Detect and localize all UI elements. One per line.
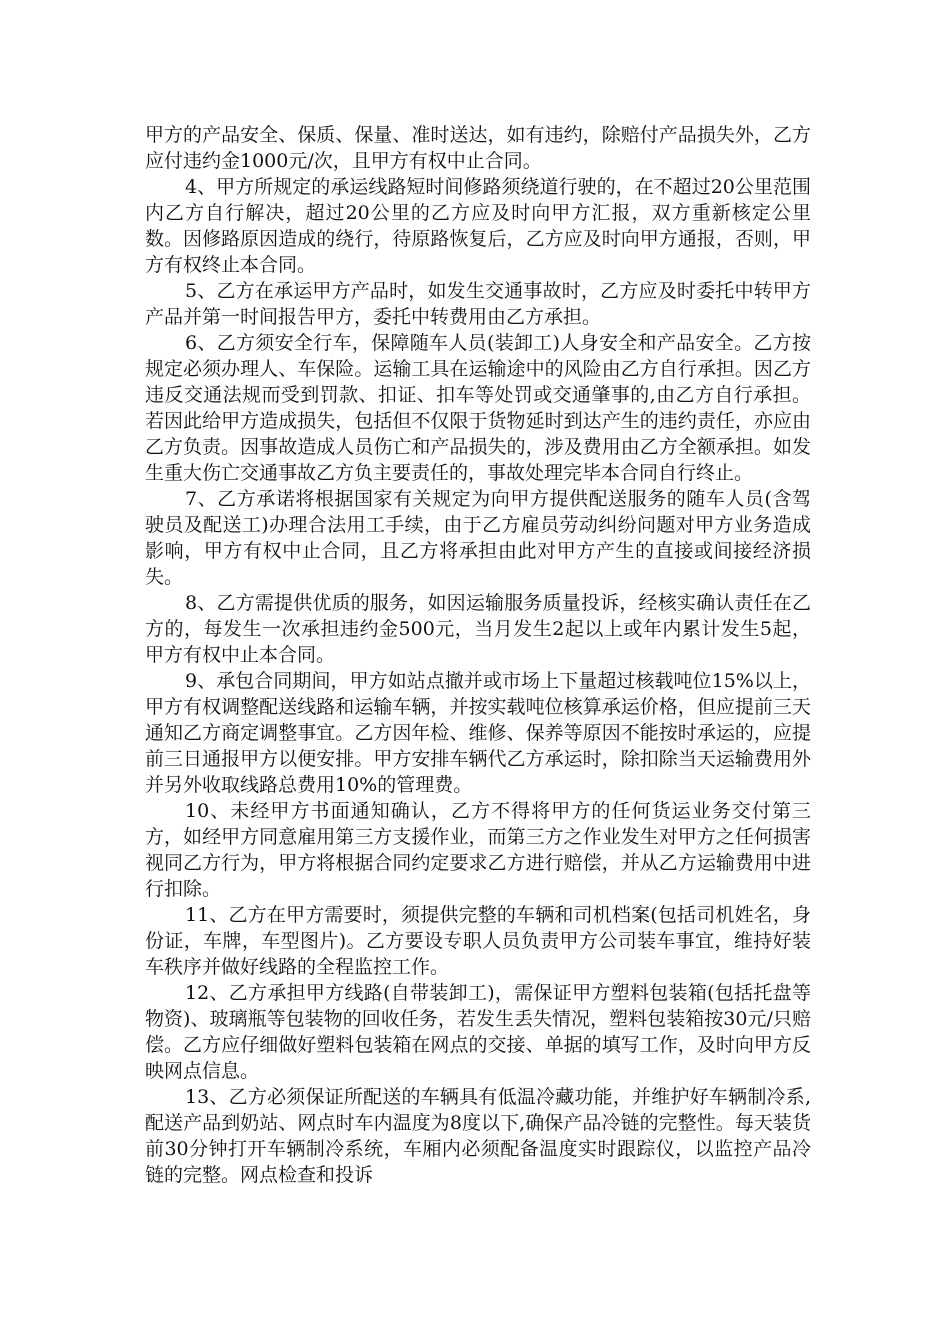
clause-9: 9、承包合同期间，甲方如站点撤并或市场上下量超过核载吨位15%以上，甲方有权调整配送线路和运输车辆，并按实载吨位核算承运价格，但应提前三天通知乙方商定调整事宜。乙方因年检、维修、保养等原因不能按时承运的，应提前三日通报甲方以便安排。甲方安排车辆代乙方承运时，除扣除当天运输费用外并另外收取线路总费用10%的管理费。 — [145, 670, 811, 796]
clause-5: 5、乙方在承运甲方产品时，如发生交通事故时，乙方应及时委托中转甲方产品并第一时间报告甲方，委托中转费用由乙方承担。 — [145, 280, 811, 328]
clause-7: 7、乙方承诺将根据国家有关规定为向甲方提供配送服务的随车人员(含驾驶员及配送工)办理合法用工手续，由于乙方雇员劳动纠纷问题对甲方业务造成影响，甲方有权中止合同，且乙方将承担由此对甲方产生的直接或间接经济损失。 — [145, 488, 811, 588]
clause-4: 4、甲方所规定的承运线路短时间修路须绕道行驶的，在不超过20公里范围内乙方自行解决，超过20公里的乙方应及时向甲方汇报，双方重新核定公里数。因修路原因造成的绕行，待原路恢复后，乙方应及时向甲方通报，否则，甲方有权终止本合同。 — [145, 176, 811, 276]
document-body — [145, 122, 811, 1188]
clause-12: 12、乙方承担甲方线路(自带装卸工)，需保证甲方塑料包装箱(包括托盘等物资)、玻璃瓶等包装物的回收任务，若发生丢失情况，塑料包装箱按30元/只赔偿。乙方应仔细做好塑料包装箱在网点的交接、单据的填写工作，及时向甲方反映网点信息。 — [145, 982, 811, 1082]
clause-8: 8、乙方需提供优质的服务，如因运输服务质量投诉，经核实确认责任在乙方的，每发生一次承担违约金500元，当月发生2起以上或年内累计发生5起，甲方有权中止本合同。 — [145, 592, 811, 666]
paragraph-continuation: 甲方的产品安全、保质、保量、准时送达，如有违约，除赔付产品损失外，乙方应付违约金1000元/次，且甲方有权中止合同。 — [145, 124, 811, 172]
clause-6: 6、乙方须安全行车，保障随车人员(装卸工)人身安全和产品安全。乙方按规定必须办理人、车保险。运输工具在运输途中的风险由乙方自行承担。因乙方违反交通法规而受到罚款、扣证、扣车等处罚或交通肇事的,由乙方自行承担。若因此给甲方造成损失，包括但不仅限于货物延时到达产生的违约责任，亦应由乙方负责。因事故造成人员伤亡和产品损失的，涉及费用由乙方全额承担。如发生重大伤亡交通事故乙方负主要责任的，事故处理完毕本合同自行终止。 — [145, 332, 811, 484]
clause-10: 10、未经甲方书面通知确认，乙方不得将甲方的任何货运业务交付第三方，如经甲方同意雇用第三方支援作业，而第三方之作业发生对甲方之任何损害视同乙方行为，甲方将根据合同约定要求乙方进行赔偿，并从乙方运输费用中进行扣除。 — [145, 800, 811, 900]
clause-13: 13、乙方必须保证所配送的车辆具有低温冷藏功能，并维护好车辆制冷系,配送产品到奶站、网点时车内温度为8度以下,确保产品冷链的完整性。每天装货前30分钟打开车辆制冷系统，车厢内必须配备温度实时跟踪仪，以监控产品冷链的完整。网点检查和投诉 — [145, 1086, 811, 1186]
clause-11: 11、乙方在甲方需要时，须提供完整的车辆和司机档案(包括司机姓名，身份证，车牌，车型图片)。乙方要设专职人员负责甲方公司装车事宜，维持好装车秩序并做好线路的全程监控工作。 — [145, 904, 811, 978]
